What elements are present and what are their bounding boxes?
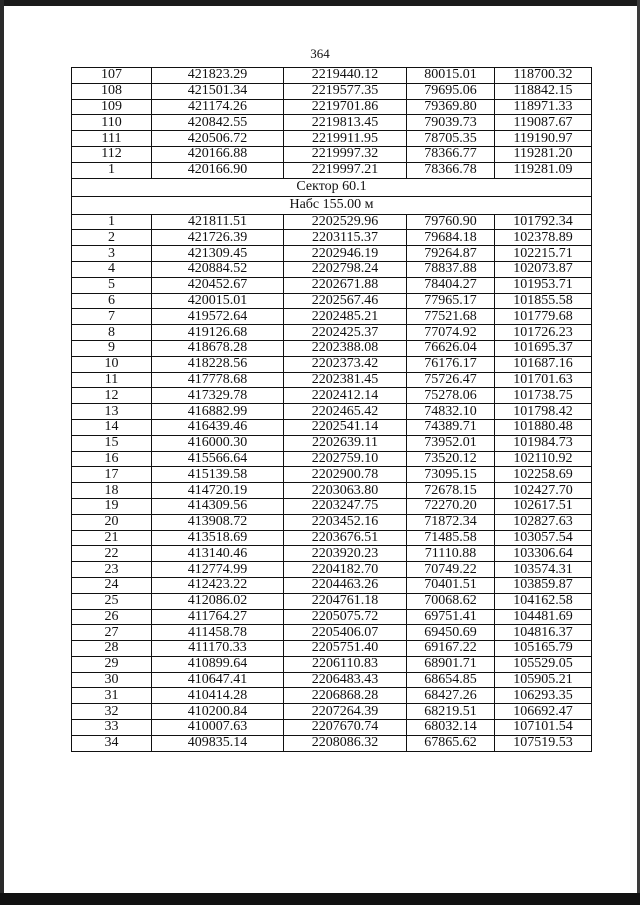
local-x-cell: 69167.22 [407,641,495,657]
local-x-cell: 74389.71 [407,419,495,435]
y-coordinate-cell: 2202373.42 [284,356,407,372]
point-number-cell: 23 [72,562,152,578]
local-y-cell: 118842.15 [495,83,592,99]
y-coordinate-cell: 2219997.32 [284,146,407,162]
local-y-cell: 101695.37 [495,340,592,356]
local-y-cell: 102427.70 [495,483,592,499]
table-body-after-section [72,214,592,751]
local-y-cell: 104816.37 [495,625,592,641]
point-number-cell: 112 [72,146,152,162]
y-coordinate-cell: 2202900.78 [284,467,407,483]
y-coordinate-cell: 2219577.35 [284,83,407,99]
y-coordinate-cell: 2202541.14 [284,419,407,435]
local-x-cell: 78366.78 [407,162,495,178]
y-coordinate-cell: 2205751.40 [284,641,407,657]
table-row [72,277,592,293]
local-x-cell: 76626.04 [407,340,495,356]
local-x-cell: 80015.01 [407,68,495,84]
local-x-cell: 69751.41 [407,609,495,625]
x-coordinate-cell: 411170.33 [152,641,284,657]
x-coordinate-cell: 420506.72 [152,131,284,147]
local-x-cell: 72270.20 [407,498,495,514]
y-coordinate-cell: 2202798.24 [284,261,407,277]
local-x-cell: 79760.90 [407,214,495,230]
y-coordinate-cell: 2219997.21 [284,162,407,178]
x-coordinate-cell: 420452.67 [152,277,284,293]
y-coordinate-cell: 2203063.80 [284,483,407,499]
local-x-cell: 75278.06 [407,388,495,404]
local-y-cell: 102073.87 [495,261,592,277]
y-coordinate-cell: 2203452.16 [284,514,407,530]
local-y-cell: 101738.75 [495,388,592,404]
point-number-cell: 7 [72,309,152,325]
x-coordinate-cell: 421823.29 [152,68,284,84]
point-number-cell: 12 [72,388,152,404]
y-coordinate-cell: 2202639.11 [284,435,407,451]
local-x-cell: 70749.22 [407,562,495,578]
local-y-cell: 102378.89 [495,230,592,246]
local-x-cell: 67865.62 [407,735,495,751]
local-x-cell: 79039.73 [407,115,495,131]
scan-edge-bottom [0,893,640,905]
local-x-cell: 77074.92 [407,325,495,341]
local-y-cell: 106293.35 [495,688,592,704]
y-coordinate-cell: 2202567.46 [284,293,407,309]
local-y-cell: 104481.69 [495,609,592,625]
local-x-cell: 73095.15 [407,467,495,483]
local-x-cell: 68654.85 [407,672,495,688]
local-y-cell: 102110.92 [495,451,592,467]
y-coordinate-cell: 2202465.42 [284,404,407,420]
local-x-cell: 68219.51 [407,704,495,720]
table-row [72,214,592,230]
table-row [72,99,592,115]
table-row [72,656,592,672]
x-coordinate-cell: 419572.64 [152,309,284,325]
y-coordinate-cell: 2202388.08 [284,340,407,356]
x-coordinate-cell: 414309.56 [152,498,284,514]
point-number-cell: 110 [72,115,152,131]
x-coordinate-cell: 421501.34 [152,83,284,99]
table-row [72,672,592,688]
x-coordinate-cell: 414720.19 [152,483,284,499]
page-number: 364 [310,46,330,61]
y-coordinate-cell: 2202381.45 [284,372,407,388]
y-coordinate-cell: 2204182.70 [284,562,407,578]
x-coordinate-cell: 416439.46 [152,419,284,435]
y-coordinate-cell: 2206110.83 [284,656,407,672]
table-row [72,340,592,356]
y-coordinate-cell: 2219813.45 [284,115,407,131]
table-row [72,372,592,388]
table-row [72,530,592,546]
local-x-cell: 73952.01 [407,435,495,451]
point-number-cell: 108 [72,83,152,99]
local-y-cell: 107101.54 [495,720,592,736]
table-row [72,230,592,246]
point-number-cell: 6 [72,293,152,309]
x-coordinate-cell: 413518.69 [152,530,284,546]
table-row [72,498,592,514]
point-number-cell: 17 [72,467,152,483]
point-number-cell: 31 [72,688,152,704]
local-y-cell: 101701.63 [495,372,592,388]
y-coordinate-cell: 2203920.23 [284,546,407,562]
point-number-cell: 11 [72,372,152,388]
point-number-cell: 4 [72,261,152,277]
point-number-cell: 2 [72,230,152,246]
x-coordinate-cell: 416882.99 [152,404,284,420]
x-coordinate-cell: 413140.46 [152,546,284,562]
y-coordinate-cell: 2202412.14 [284,388,407,404]
local-y-cell: 101687.16 [495,356,592,372]
local-y-cell: 101984.73 [495,435,592,451]
section-subtitle-row [72,196,592,214]
local-x-cell: 69450.69 [407,625,495,641]
point-number-cell: 109 [72,99,152,115]
y-coordinate-cell: 2203115.37 [284,230,407,246]
point-number-cell: 28 [72,641,152,657]
table-row [72,641,592,657]
x-coordinate-cell: 410007.63 [152,720,284,736]
point-number-cell: 25 [72,593,152,609]
local-y-cell: 119281.09 [495,162,592,178]
x-coordinate-cell: 417329.78 [152,388,284,404]
local-x-cell: 79369.80 [407,99,495,115]
x-coordinate-cell: 421811.51 [152,214,284,230]
local-x-cell: 68901.71 [407,656,495,672]
point-number-cell: 15 [72,435,152,451]
point-number-cell: 29 [72,656,152,672]
local-y-cell: 118971.33 [495,99,592,115]
local-y-cell: 103057.54 [495,530,592,546]
local-y-cell: 102258.69 [495,467,592,483]
y-coordinate-cell: 2202946.19 [284,246,407,262]
y-coordinate-cell: 2204463.26 [284,577,407,593]
x-coordinate-cell: 420166.88 [152,146,284,162]
coordinates-table [71,67,592,752]
table-row [72,404,592,420]
table-row [72,467,592,483]
table-row [72,419,592,435]
point-number-cell: 5 [72,277,152,293]
table-row [72,577,592,593]
local-y-cell: 102827.63 [495,514,592,530]
y-coordinate-cell: 2202529.96 [284,214,407,230]
section-header [72,178,592,214]
point-number-cell: 30 [72,672,152,688]
x-coordinate-cell: 420884.52 [152,261,284,277]
table-row [72,293,592,309]
table-row [72,146,592,162]
local-y-cell: 103306.64 [495,546,592,562]
local-x-cell: 74832.10 [407,404,495,420]
x-coordinate-cell: 415566.64 [152,451,284,467]
table-row [72,562,592,578]
local-y-cell: 103859.87 [495,577,592,593]
x-coordinate-cell: 412423.22 [152,577,284,593]
x-coordinate-cell: 420166.90 [152,162,284,178]
point-number-cell: 107 [72,68,152,84]
table-row [72,688,592,704]
y-coordinate-cell: 2207670.74 [284,720,407,736]
table-row [72,356,592,372]
y-coordinate-cell: 2202425.37 [284,325,407,341]
x-coordinate-cell: 412774.99 [152,562,284,578]
local-y-cell: 101779.68 [495,309,592,325]
x-coordinate-cell: 421174.26 [152,99,284,115]
y-coordinate-cell: 2208086.32 [284,735,407,751]
table-row [72,735,592,751]
local-x-cell: 78705.35 [407,131,495,147]
local-y-cell: 107519.53 [495,735,592,751]
y-coordinate-cell: 2205406.07 [284,625,407,641]
table-row [72,68,592,84]
point-number-cell: 9 [72,340,152,356]
section-title-row [72,178,592,196]
x-coordinate-cell: 409835.14 [152,735,284,751]
y-coordinate-cell: 2206868.28 [284,688,407,704]
x-coordinate-cell: 410899.64 [152,656,284,672]
local-y-cell: 118700.32 [495,68,592,84]
local-x-cell: 72678.15 [407,483,495,499]
table-row [72,131,592,147]
point-number-cell: 18 [72,483,152,499]
y-coordinate-cell: 2219701.86 [284,99,407,115]
table-row [72,609,592,625]
point-number-cell: 26 [72,609,152,625]
local-x-cell: 73520.12 [407,451,495,467]
local-y-cell: 119281.20 [495,146,592,162]
local-y-cell: 101798.42 [495,404,592,420]
local-x-cell: 78366.77 [407,146,495,162]
table-row [72,435,592,451]
y-coordinate-cell: 2203676.51 [284,530,407,546]
y-coordinate-cell: 2202759.10 [284,451,407,467]
local-x-cell: 79264.87 [407,246,495,262]
table-row [72,546,592,562]
local-x-cell: 79695.06 [407,83,495,99]
local-x-cell: 77965.17 [407,293,495,309]
y-coordinate-cell: 2207264.39 [284,704,407,720]
point-number-cell: 111 [72,131,152,147]
scan-edge-left [0,0,4,905]
x-coordinate-cell: 415139.58 [152,467,284,483]
local-y-cell: 119087.67 [495,115,592,131]
local-y-cell: 103574.31 [495,562,592,578]
point-number-cell: 27 [72,625,152,641]
local-y-cell: 101726.23 [495,325,592,341]
x-coordinate-cell: 410200.84 [152,704,284,720]
point-number-cell: 22 [72,546,152,562]
point-number-cell: 16 [72,451,152,467]
x-coordinate-cell: 420015.01 [152,293,284,309]
x-coordinate-cell: 417778.68 [152,372,284,388]
local-y-cell: 105529.05 [495,656,592,672]
local-x-cell: 68427.26 [407,688,495,704]
local-y-cell: 106692.47 [495,704,592,720]
table-row [72,261,592,277]
local-y-cell: 102617.51 [495,498,592,514]
local-x-cell: 79684.18 [407,230,495,246]
table-row [72,451,592,467]
local-y-cell: 101953.71 [495,277,592,293]
table-row [72,720,592,736]
local-y-cell: 105905.21 [495,672,592,688]
local-y-cell: 119190.97 [495,131,592,147]
y-coordinate-cell: 2202671.88 [284,277,407,293]
local-y-cell: 101792.34 [495,214,592,230]
table-row [72,704,592,720]
local-x-cell: 68032.14 [407,720,495,736]
point-number-cell: 13 [72,404,152,420]
point-number-cell: 19 [72,498,152,514]
local-x-cell: 78837.88 [407,261,495,277]
local-y-cell: 105165.79 [495,641,592,657]
local-y-cell: 101855.58 [495,293,592,309]
table-row [72,309,592,325]
point-number-cell: 20 [72,514,152,530]
x-coordinate-cell: 419126.68 [152,325,284,341]
y-coordinate-cell: 2205075.72 [284,609,407,625]
local-x-cell: 70068.62 [407,593,495,609]
local-y-cell: 101880.48 [495,419,592,435]
x-coordinate-cell: 420842.55 [152,115,284,131]
y-coordinate-cell: 2206483.43 [284,672,407,688]
x-coordinate-cell: 411764.27 [152,609,284,625]
point-number-cell: 14 [72,419,152,435]
point-number-cell: 10 [72,356,152,372]
y-coordinate-cell: 2202485.21 [284,309,407,325]
table-row [72,325,592,341]
x-coordinate-cell: 418228.56 [152,356,284,372]
table-row [72,593,592,609]
table-row [72,388,592,404]
local-x-cell: 71485.58 [407,530,495,546]
x-coordinate-cell: 421726.39 [152,230,284,246]
x-coordinate-cell: 416000.30 [152,435,284,451]
table-row [72,625,592,641]
local-x-cell: 75726.47 [407,372,495,388]
local-x-cell: 70401.51 [407,577,495,593]
section-title: Сектор 60.1 [72,178,592,196]
point-number-cell: 21 [72,530,152,546]
point-number-cell: 34 [72,735,152,751]
table-row [72,83,592,99]
point-number-cell: 24 [72,577,152,593]
x-coordinate-cell: 410647.41 [152,672,284,688]
x-coordinate-cell: 412086.02 [152,593,284,609]
local-x-cell: 77521.68 [407,309,495,325]
x-coordinate-cell: 413908.72 [152,514,284,530]
table-row [72,483,592,499]
y-coordinate-cell: 2219440.12 [284,68,407,84]
x-coordinate-cell: 411458.78 [152,625,284,641]
table-row [72,162,592,178]
x-coordinate-cell: 421309.45 [152,246,284,262]
point-number-cell: 32 [72,704,152,720]
local-x-cell: 71110.88 [407,546,495,562]
y-coordinate-cell: 2203247.75 [284,498,407,514]
point-number-cell: 8 [72,325,152,341]
table-row [72,115,592,131]
y-coordinate-cell: 2204761.18 [284,593,407,609]
point-number-cell: 1 [72,214,152,230]
local-x-cell: 78404.27 [407,277,495,293]
local-x-cell: 71872.34 [407,514,495,530]
table-body-before-section [72,68,592,179]
local-x-cell: 76176.17 [407,356,495,372]
point-number-cell: 1 [72,162,152,178]
point-number-cell: 33 [72,720,152,736]
section-subtitle: Набс 155.00 м [72,196,592,214]
local-y-cell: 102215.71 [495,246,592,262]
table-row [72,514,592,530]
x-coordinate-cell: 418678.28 [152,340,284,356]
local-y-cell: 104162.58 [495,593,592,609]
y-coordinate-cell: 2219911.95 [284,131,407,147]
x-coordinate-cell: 410414.28 [152,688,284,704]
scan-edge-top [0,0,640,6]
table-row [72,246,592,262]
point-number-cell: 3 [72,246,152,262]
